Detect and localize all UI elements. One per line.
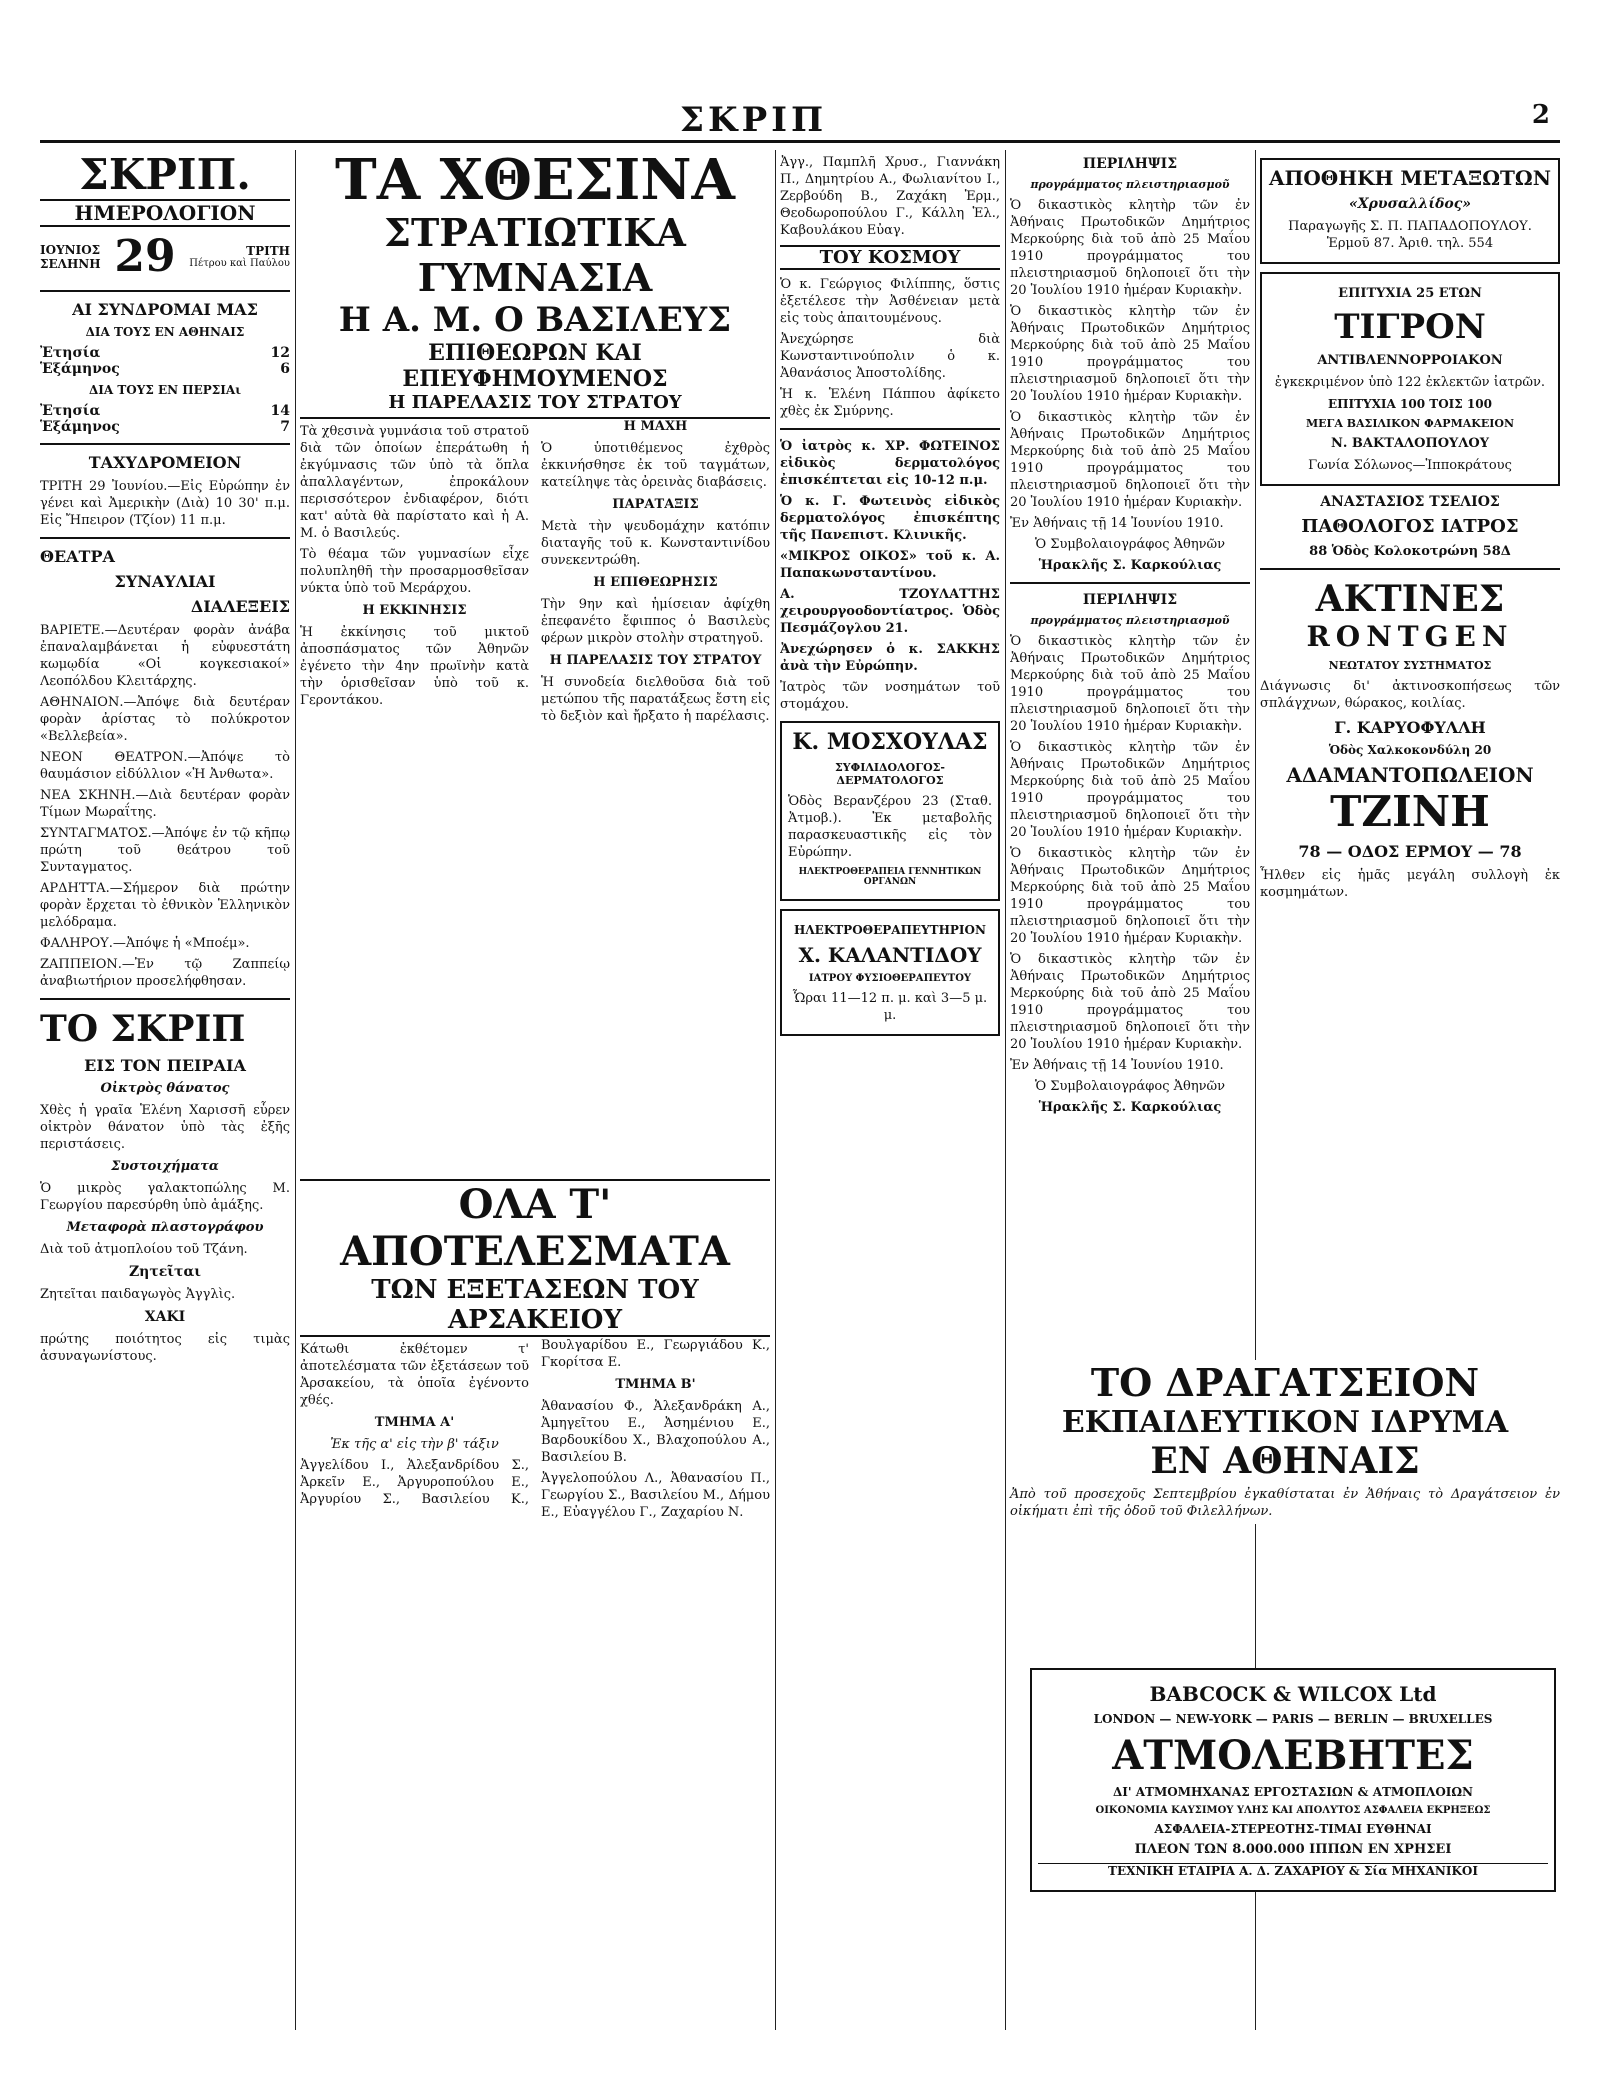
society-item: Ἡ κ. Ἑλένη Πάππου ἀφίκετο χθὲς ἐκ Σμύρνης. (780, 387, 1000, 419)
article-paragraph: Τὸ θέαμα τῶν γυμνασίων εἶχε πολυπληθῆ τὴν προσαρμοσθεῖσαν νύκτα ὑπὸ τοῦ Μεράρχου. (300, 547, 529, 596)
listing-syntagmatos: ΣΥΝΤΑΓΜΑΤΟΣ.—Ἀπόψε ἐν τῷ κῆπῳ πρώτη τοῦ θεάτρου τοῦ Συνταγματος. (40, 826, 290, 875)
notice-text: Ὁ δικαστικὸς κλητὴρ τῶν ἐν Ἀθήναις Πρωτοδικῶν Δημήτριος Μερκούρης διὰ τοῦ ἀπὸ 25 Μαΐου 1910 προγράμματος του πλειστηριασμοῦ δηλοποιεῖ ὅτι τὴν 20 Ἰουλίου 1910 ἡμέραν Κυριακὴν. (1010, 410, 1250, 510)
results-subheadline: ΤΩΝ ΕΞΕΤΑΣΕΩΝ ΤΟΥ ΑΡΣΑΚΕΙΟΥ (300, 1275, 770, 1337)
names-list: Ἀγγελίδου Ι., Ἀλεξανδρίδου Σ., Ἀρκεῖν Ε., Ἀργυροπούλου Ε., Ἀργυρίου Σ., Βασιλείου Κ., Βουλγαρίδου Ε., Γεωργιάδου Κ., Γκορίτσα Ε. (300, 1338, 770, 1507)
listing-athinaion: ΑΘΗΝΑΙΟΝ.—Ἀπόψε διὰ δευτέραν φορὰν ἀρίστας τὸ πολύκροτον «Βελλεβεία». (40, 695, 290, 744)
notice-text: Ὁ δικαστικὸς κλητὴρ τῶν ἐν Ἀθήναις Πρωτοδικῶν Δημήτριος Μερκούρης διὰ τοῦ ἀπὸ 25 Μαΐου 1910 προγράμματος του πλειστηριασμοῦ δηλοποιεῖ ὅτι τὴν 20 Ἰουλίου 1910 ἡμέραν Κυριακὴν. (1010, 846, 1250, 946)
school-ad (1010, 1360, 1560, 1524)
listing-neon: ΝΕΟΝ ΘΕΑΤΡΟΝ.—Ἀπόψε τὸ θαυμάσιον εἰδύλλιον «Ἡ Ἀνθωτα». (40, 750, 290, 782)
piraeus-text: πρώτης ποιότητος εἰς τιμὰς ἀσυναγωνίστους. (40, 1332, 290, 1364)
notice-text: Ὁ δικαστικὸς κλητὴρ τῶν ἐν Ἀθήναις Πρωτοδικῶν Δημήτριος Μερκούρης διὰ τοῦ ἀπὸ 25 Μαΐου 1910 προγράμματος του πλειστηριασμοῦ δηλοποιεῖ ὅτι τὴν 20 Ἰουλίου 1910 ἡμέραν Κυριακὴν. (1010, 634, 1250, 734)
classified-ad: Ἀνεχώρησεν ὁ κ. ΣΑΚΚΗΣ ἀνὰ τὴν Εὐρώπην. (780, 642, 1000, 674)
subscription-row: Ἑξάμηνος 7 (40, 419, 290, 435)
school-subtitle: ΕΚΠΑΙΔΕΥΤΙΚΟΝ ΙΔΡΥΜΑ (1061, 1405, 1509, 1440)
piraeus-text: Ζητεῖται παιδαγωγὸς Ἀγγλὶς. (40, 1287, 236, 1302)
subscriptions-abroad: ΔΙΑ ΤΟΥΣ ΕΝ ΠΕΡΣΙΑι (88, 383, 242, 397)
boilers-hp: ΠΛΕΟΝ ΤΩΝ 8.000.000 ΙΠΠΩΝ ΕΝ ΧΡΗΣΕΙ (1134, 1842, 1452, 1857)
xray-rontgen: RONTGEN (1306, 620, 1514, 653)
tigron-title: ΤΙΓΡΟΝ (1334, 307, 1486, 347)
piraeus-title: ΤΟ ΣΚΡΙΠ (40, 1008, 246, 1050)
store-subtitle: «Χρυσαλλίδος» (1348, 196, 1472, 212)
subscriptions-city: ΔΙΑ ΤΟΥΣ ΕΝ ΑΘΗΝΑΙΣ (85, 325, 245, 339)
subscription-row: Ἐτησία 12 (40, 345, 290, 361)
article-paragraph: Ἡ συνοδεία διελθοῦσα διὰ τοῦ μετώπου τῆς παρατάξεως ἔστη εἰς τὸ δεξιὸν καὶ ἤρξατο ἡ παρέλασις. (541, 675, 770, 724)
listing-variete: ΒΑΡΙΕΤΕ.—Δευτέραν φορὰν ἀνάβα ἐπαναλαμβάνεται ἡ εὐφυεστάτη κωμῳδία «Οἱ κογκεσιακοί» Λεοπόλδου Κλειτάρχης. (40, 623, 290, 689)
notice-date: Ἐν Ἀθήναις τῇ 14 Ἰουνίου 1910. (1010, 516, 1224, 531)
classified-ad: «ΜΙΚΡΟΣ ΟΙΚΟΣ» τοῦ κ. Α. Παπακωνσταντίνου. (780, 549, 1000, 581)
piraeus-text: Διὰ τοῦ ἀτμοπλοίου τοῦ Τζάνη. (40, 1242, 248, 1257)
notice-heading: ΠΕΡΙΛΗΨΙΣ (1082, 592, 1178, 608)
doctor-role: ΣΥΦΙΛΙΔΟΛΟΓΟΣ-ΔΕΡΜΑΤΟΛΟΓΟΣ (834, 761, 945, 787)
doctor-ad-address: 88 Ὁδὸς Κολοκοτρώνη 58Δ (1309, 544, 1511, 559)
article-paragraph: Τὴν 9ην καὶ ἡμίσειαν ἀφίχθη ἐπεφανέτο ἔφιππος ὁ Βασιλεὺς φέρων μικρὸν στολὴν στρατηγοῦ. (541, 597, 770, 646)
tigron-success2: ΕΠΙΤΥΧΙΑ 100 ΤΟΙΣ 100 (1328, 397, 1492, 411)
notice-subheading: προγράμματος πλειστηριασμοῦ (1030, 178, 1230, 191)
jeweler-name: ΤΖΙΝΗ (1330, 787, 1490, 836)
pharmacy-title: ΜΕΓΑ ΒΑΣΙΛΙΚΟΝ ΦΑΡΜΑΚΕΙΟΝ (1305, 417, 1515, 430)
notice-text: Ὁ δικαστικὸς κλητὴρ τῶν ἐν Ἀθήναις Πρωτοδικῶν Δημήτριος Μερκούρης διὰ τοῦ ἀπὸ 25 Μαΐου 1910 προγράμματος του πλειστηριασμοῦ δηλοποιεῖ ὅτι τὴν 20 Ἰουλίου 1910 ἡμέραν Κυριακὴν. (1010, 198, 1250, 298)
electro-name: Χ. ΚΑΛΑΝΤΙΔΟΥ (798, 943, 982, 967)
class-line: Ἐκ τῆς α' εἰς τὴν β' τάξιν (330, 1437, 499, 1452)
notice-text: Ὁ δικαστικὸς κλητὴρ τῶν ἐν Ἀθήναις Πρωτοδικῶν Δημήτριος Μερκούρης διὰ τοῦ ἀπὸ 25 Μαΐου 1910 προγράμματος του πλειστηριασμοῦ δηλοποιεῖ ὅτι τὴν 20 Ἰουλίου 1910 ἡμέραν Κυριακὴν. (1010, 740, 1250, 840)
notice-heading: ΠΕΡΙΛΗΨΙΣ (1082, 156, 1178, 172)
doctor-ad-box (780, 721, 1000, 901)
listing-nea-skini: ΝΕΑ ΣΚΗΝΗ.—Διὰ δευτέραν φορὰν Τίμων Μωραΐτης. (40, 788, 290, 820)
xray-title: ΑΚΤΙΝΕΣ (1315, 578, 1505, 620)
left-column (40, 150, 290, 2030)
society-item: Ὁ κ. Γεώργιος Φιλίππης, ὅστις ἐξετέλεσε τὴν Ἀσθένειαν μετὰ εἰς τοὺς ἀπαιτουμένους. (780, 277, 1000, 326)
school-text: Ἀπὸ τοῦ προσεχοῦς Σεπτεμβρίου ἐγκαθίσταται ἐν Ἀθήναις τὸ Δραγάτσειον ἐν οἰκήματι ἐπὶ τῆς ὁδοῦ τοῦ Φιλελλήνων. (1010, 1487, 1560, 1519)
notice-signature-name: Ἡρακλῆς Σ. Καρκούλιας (1038, 1100, 1222, 1115)
results-intro: Κάτωθι ἐκθέτομεν τ' ἀποτελέσματα τῶν ἐξετάσεων τοῦ Ἀρσακείου, τὰ ὁποῖα ἐγένοντο χθές. (300, 1342, 529, 1408)
section-heading: ΤΜΗΜΑ Α' (374, 1415, 455, 1430)
doctor-name: Κ. ΜΟΣΧΟΥΛΑΣ (792, 729, 988, 755)
calendar-title: ΣΚΡΙΠ. (79, 150, 251, 199)
notice-signature: Ὁ Συμβολαιογράφος Ἀθηνῶν (1034, 1079, 1226, 1094)
tigron-subtitle: ΑΝΤΙΒΛΕΝΝΟΡΡΟΙΑΚΟΝ (1317, 353, 1503, 368)
piraeus-text: Χθὲς ἡ γραῖα Ἑλένη Χαρισσῆ εὗρεν οἰκτρὸν θάνατον ὑπὸ τὰς ἐξῆς περιστάσεις. (40, 1103, 290, 1152)
calendar-moon: ΣΕΛΗΝΗ (40, 256, 101, 271)
post-heading: ΤΑΧΥΔΡΟΜΕΙΟΝ (88, 453, 242, 472)
headline-2: ΣΤΡΑΤΙΩΤΙΚΑ ΓΥΜΝΑΣΙΑ (384, 210, 686, 300)
babcock-ad (1030, 1668, 1556, 1892)
column-divider (775, 150, 776, 2030)
doctor-ad-name: ΑΝΑΣΤΑΣΙΟΣ ΤΣΕΛΙΟΣ (1320, 494, 1500, 510)
jeweler-title: ΑΔΑΜΑΝΤΟΠΩΛΕΙΟΝ (1286, 763, 1534, 787)
society-heading: ΤΟΥ ΚΟΣΜΟΥ (780, 245, 1000, 270)
notice-subheading: προγράμματος πλειστηριασμοῦ (1030, 614, 1230, 627)
store-text: Παραγωγῆς Σ. Π. ΠΑΠΑΔΟΠΟΥΛΟΥ. Ἑρμοῦ 87. Ἀριθ. τηλ. 554 (1288, 219, 1532, 251)
babcock-cities: LONDON — NEW-YORK — PARIS — BERLIN — BRUXELLES (1093, 1712, 1493, 1726)
headline-3: Η Α. Μ. Ο ΒΑΣΙΛΕΥΣ (338, 300, 732, 340)
boilers-text: ΟΙΚΟΝΟΜΙΑ ΚΑΥΣΙΜΟΥ ΥΛΗΣ ΚΑΙ ΑΠΟΛΥΤΟΣ ΑΣΦΑΛΕΙΑ ΕΚΡΗΞΕΩΣ (1095, 1805, 1491, 1816)
doctor-ad-role: ΠΑΘΟΛΟΓΟΣ ΙΑΤΡΟΣ (1301, 516, 1519, 537)
article-paragraph: Ὁ ὑποτιθέμενος ἐχθρὸς ἐκκινήσθησε ἐκ τοῦ ταγμάτων, κατείληψε τὰς ὀρεινὰς διαβάσεις. (541, 441, 770, 490)
electro-role: ΙΑΤΡΟΥ ΦΥΣΙΟΘΕΡΑΠΕΥΤΟΥ (808, 973, 972, 984)
middle-column (780, 150, 1000, 2030)
piraeus-text: Ὁ μικρὸς γαλακτοπώλης Μ. Γεωργίου παρεσύρθη ὑπὸ ἁμάξης. (40, 1181, 290, 1213)
babcock-name: BABCOCK & WILCOX Ltd (1149, 1682, 1437, 1706)
boilers-safety: ΑΣΦΑΛΕΙΑ-ΣΤΕΡΕΟΤΗΣ-ΤΙΜΑΙ ΕΥΘΗΝΑΙ (1154, 1822, 1432, 1836)
store-title: ΑΠΟΘΗΚΗ ΜΕΤΑΞΩΤΩΝ (1268, 166, 1551, 190)
listing-faliron: ΦΑΛΗΡΟΥ.—Ἀπόψε ἡ «Μποέμ». (40, 936, 250, 951)
subscription-row: Ἑξάμηνος 6 (40, 361, 290, 377)
boilers-representative: ΤΕΧΝΙΚΗ ΕΤΑΙΡΙΑ Α. Δ. ΖΑΧΑΡΙΟΥ & Σία ΜΗΧΑΝΙΚΟΙ (1038, 1863, 1548, 1878)
center-column (300, 150, 770, 2030)
notice-signature-name: Ἡρακλῆς Σ. Καρκούλιας (1038, 558, 1222, 573)
section-heading: ΤΜΗΜΑ Β' (615, 1377, 696, 1392)
school-title: ΤΟ ΔΡΑΓΑΤΣΕΙΟΝ (1090, 1360, 1480, 1405)
electro-hours: Ὧραι 11—12 π. μ. καὶ 3—5 μ. μ. (792, 991, 988, 1023)
headline-5: Η ΠΑΡΕΛΑΣΙΣ ΤΟΥ ΣΤΡΑΤΟΥ (300, 392, 770, 419)
boilers-subtitle: ΔΙ' ΑΤΜΟΜΗΧΑΝΑΣ ΕΡΓΟΣΤΑΣΙΩΝ & ΑΤΜΟΠΛΟΙΩΝ (1112, 1785, 1474, 1799)
society-item: Ἀνεχώρησε διὰ Κωνσταντινούπολιν ὁ κ. Ἀθανάσιος Ἀποστολίδης. (780, 332, 1000, 381)
xray-text: Διάγνωσις δι' ἀκτινοσκοπήσεως τῶν σπλάγχνων, θώρακος, κοιλίας. (1260, 679, 1560, 711)
classified-ad: Α. ΤΖΟΥΛΑΤΤΗΣ χειρουργοοδοντίατρος. Ὁδὸς Πεσμάζογλου 21. (780, 587, 1000, 636)
jeweler-text: Ἦλθεν εἰς ἡμᾶς μεγάλη συλλογὴ ἐκ κοσμημάτων. (1260, 868, 1560, 900)
names-list: Ἀθανασίου Φ., Ἀλεξανδράκη Α., Ἀμηγεῖτου Ε., Ἀσημένιου Ε., Βαρδουκίδου Χ., Βλαχοπούλου Α., Βασιλείου Β. (541, 1399, 770, 1465)
article-subheading: Η ΕΚΚΙΝΗΣΙΣ (362, 603, 467, 618)
subscription-row: Ἐτησία 14 (40, 403, 290, 419)
boilers-title: ΑΤΜΟΛΕΒΗΤΕΣ (1112, 1732, 1474, 1779)
piraeus-heading: Μεταφορὰ πλαστογράφου (66, 1220, 264, 1235)
doctor-footer: ΗΛΕΚΤΡΟΘΕΡΑΠΕΙΑ ΓΕΝΝΗΤΙΚΩΝ ΟΡΓΑΝΩΝ (798, 867, 982, 887)
piraeus-heading: Ζητεῖται (128, 1264, 202, 1280)
lectures-heading: ΔΙΑΛΕΞΕΙΣ (190, 597, 290, 616)
article-subheading: Η ΕΠΙΘΕΩΡΗΣΙΣ (593, 575, 718, 590)
column-divider (295, 150, 296, 2030)
piraeus-heading: ΧΑΚΙ (144, 1309, 186, 1325)
post-text: ΤΡΙΤΗ 29 Ἰουνίου.—Εἰς Εὐρώπην ἐν γένει καὶ Ἀμερικὴν (Διὰ) 10 30' π.μ. Εἰς Ἤπειρον (Τζίον) 11 π.μ. (40, 479, 290, 528)
classified-ad: Ὁ ἰατρὸς κ. ΧΡ. ΦΩΤΕΙΝΟΣ εἰδικὸς δερματολόγος ἐπισκέπτεται εἰς 10-12 π.μ. (780, 439, 1000, 488)
jeweler-address: 78 — ΟΔΟΣ ΕΡΜΟΥ — 78 (1298, 842, 1522, 861)
masthead-bar (40, 100, 1560, 143)
karyofylli-name: Γ. ΚΑΡΥΟΦΥΛΛΗ (1334, 718, 1486, 737)
headline: ΤΑ ΧΘΕΣΙΝΑ (335, 150, 735, 213)
piraeus-heading: Οἰκτρὸς θάνατος (100, 1081, 230, 1096)
calendar-month: ΙΟΥΝΙΟΣ (40, 242, 101, 257)
calendar-saints: Πέτρου καὶ Παύλου (189, 258, 290, 269)
calendar-subtitle: ΗΜΕΡΟΛΟΓΙΟΝ (40, 199, 290, 227)
subscriptions-heading: ΑΙ ΣΥΝΔΡΟΜΑΙ ΜΑΣ (72, 300, 258, 319)
electro-title: ΗΛΕΚΤΡΟΘΕΡΑΠΕΥΤΗΡΙΟΝ (794, 923, 986, 937)
concerts-heading: ΣΥΝΑΥΛΙΑΙ (114, 572, 216, 591)
tigron-ad (1260, 272, 1560, 486)
tigron-success: ΕΠΙΤΥΧΙΑ 25 ΕΤΩΝ (1338, 286, 1482, 301)
tigron-text: ἐγκεκριμένον ὑπὸ 122 ἐκλεκτῶν ἰατρῶν. (1274, 375, 1546, 390)
notice-text: Ὁ δικαστικὸς κλητὴρ τῶν ἐν Ἀθήναις Πρωτοδικῶν Δημήτριος Μερκούρης διὰ τοῦ ἀπὸ 25 Μαΐου 1910 προγράμματος του πλειστηριασμοῦ δηλοποιεῖ ὅτι τὴν 20 Ἰουλίου 1910 ἡμέραν Κυριακὴν. (1010, 952, 1250, 1052)
piraeus-subtitle: ΕΙΣ ΤΟΝ ΠΕΙΡΑΙΑ (84, 1056, 246, 1075)
masthead-title: ΣΚΡΙΠ (680, 100, 828, 140)
page-number: 2 (1531, 100, 1550, 130)
results-headline: ΟΛΑ Τ' ΑΠΟΤΕΛΕΣΜΑΤΑ (300, 1179, 770, 1275)
names-list: Ἀγγελοπούλου Λ., Ἀθανασίου Π., Γεωργίου Σ., Βασιλείου Μ., Δήμου Ε., Εὐαγγέλου Γ., Ζαχαρίου Ν. (541, 1471, 770, 1520)
theatre-heading: ΘΕΑΤΡΑ (40, 547, 115, 566)
listing-zappeion: ΖΑΠΠΕΙΟΝ.—Ἐν τῷ Ζαππείῳ ἀναβιωτήριον προσελήφθησαν. (40, 957, 290, 989)
pharmacy-name: Ν. ΒΑΚΤΑΛΟΠΟΥΛΟΥ (1330, 436, 1490, 451)
doctor-text: Ὁδὸς Βερανζέρου 23 (Σταθ. Ἀτμοβ.). Ἐκ μεταβολῆς παρασκευαστικῆς εἰς τὸν Εὐρώπην. (788, 794, 992, 860)
electrotherapy-ad-box (780, 909, 1000, 1036)
calendar-weekday: ΤΡΙΤΗ (246, 244, 290, 258)
headline-4: ΕΠΙΘΕΩΡΩΝ ΚΑΙ ΕΠΕΥΦΗΜΟΥΜΕΝΟΣ (402, 340, 668, 392)
classified-ad: Ὁ κ. Γ. Φωτεινὸς εἰδικὸς δερματολόγος ἐπισκέπτης τῆς Πανεπιστ. Κλινικῆς. (780, 494, 1000, 543)
names-continued: Ἀγγ., Παμπλῆ Χρυσ., Γιαννάκη Π., Δημητρίου Α., Φωλιανίτου Ι., Ζερβούδη Β., Ζαχάκη Ἑρμ., Θεοδωροπούλου Γ., Κάλλη Ἑλ., Καβουλάκου Εὐαγ. (780, 155, 1000, 238)
classified-ad: Ἰατρὸς τῶν νοσημάτων τοῦ στομάχου. (780, 680, 1000, 712)
karyofylli-address: Ὁδὸς Χαλκοκονδύλη 20 (1328, 743, 1492, 757)
notice-text: Ὁ δικαστικὸς κλητὴρ τῶν ἐν Ἀθήναις Πρωτοδικῶν Δημήτριος Μερκούρης διὰ τοῦ ἀπὸ 25 Μαΐου 1910 προγράμματος του πλειστηριασμοῦ δηλοποιεῖ ὅτι τὴν 20 Ἰουλίου 1910 ἡμέραν Κυριακὴν. (1010, 304, 1250, 404)
xray-subtitle: ΝΕΩΤΑΤΟΥ ΣΥΣΤΗΜΑΤΟΣ (1328, 659, 1492, 672)
article-paragraph: Ἡ ἐκκίνησις τοῦ μικτοῦ ἀποσπάσματος τῶν Ἀθηνῶν ἐγένετο τὴν 4ην πρωϊνὴν κατὰ τὴν ὁρισθεῖσαν ὑπὸ τοῦ κ. Γεροντάκου. (300, 625, 529, 708)
school-city: ΕΝ ΑΘΗΝΑΙΣ (1150, 1440, 1420, 1482)
silk-store-ad (1260, 158, 1560, 264)
notice-date: Ἐν Ἀθήναις τῇ 14 Ἰουνίου 1910. (1010, 1058, 1224, 1073)
newspaper-page (40, 100, 1560, 2060)
article-subheading: ΠΑΡΑΤΑΞΙΣ (612, 497, 699, 512)
column-divider (1005, 150, 1006, 2030)
pharmacy-address: Γωνία Σόλωνος—Ἱπποκράτους (1308, 458, 1512, 473)
article-subheading: Η ΠΑΡΕΛΑΣΙΣ ΤΟΥ ΣΤΡΑΤΟΥ (549, 653, 762, 668)
article-paragraph: Μετὰ τὴν ψευδομάχην κατόπιν διαταγῆς τοῦ κ. Κωνσταντινίδου συνεκεντρώθη. (541, 519, 770, 568)
listing-arditi: ΑΡΔΗΤΤΑ.—Σήμερον διὰ πρώτην φορὰν ἔρχεται τὸ ἐθνικὸν Ἑλληνικὸν μελόδραμα. (40, 881, 290, 930)
article-paragraph: Τὰ χθεσινὰ γυμνάσια τοῦ στρατοῦ διὰ τῶν ὁποίων ἐπεράτωθη ἡ ἐκγύμνασις τῶν ὑπὸ τὰ ὅπλα ἀπαλλαγέντων, ἐπροκάλουν περισσότερον ἐνδιαφέρον, διότι κατ' αὐτὰ θὰ παρίστατο καὶ ἡ Α. Μ. ὁ Βασιλεύς. (300, 424, 529, 541)
article-subheading: Η ΜΑΧΗ (623, 419, 688, 434)
calendar-day: 29 (114, 231, 176, 282)
notice-signature: Ὁ Συμβολαιογράφος Ἀθηνῶν (1034, 537, 1226, 552)
piraeus-heading: Συστοιχήματα (111, 1159, 219, 1174)
